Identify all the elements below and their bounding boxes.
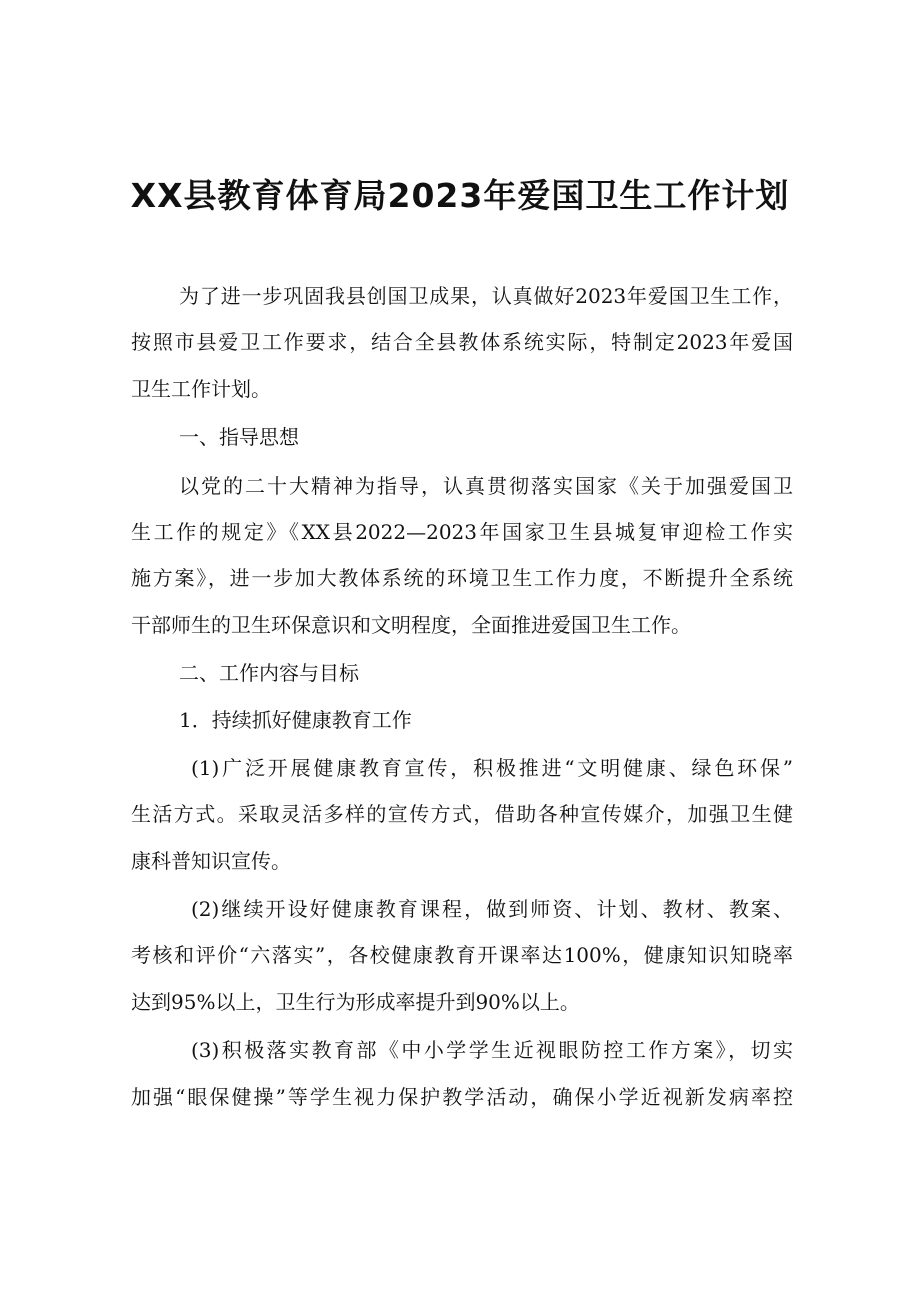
paragraph-line: 康科普知识宣传。	[131, 848, 291, 873]
document-body	[131, 273, 793, 1120]
paragraph-line: 卫生工作计划。	[131, 376, 271, 401]
section-heading: 一、指导思想	[179, 425, 299, 450]
paragraph-line: 为了进一步巩固我县创国卫成果，认真做好2023年爱国卫生工作，	[179, 284, 793, 308]
paragraph-line: (1)广泛开展健康教育宣传，积极推进“文明健康、绿色环保”	[191, 755, 793, 780]
paragraph-line: 达到95%以上，卫生行为形成率提升到90%以上。	[131, 989, 580, 1014]
paragraph-line: 按照市县爱卫工作要求，结合全县教体系统实际，特制定2023年爱国	[131, 330, 793, 355]
paragraph-line: (2)继续开设好健康教育课程，做到师资、计划、教材、教案、	[191, 897, 793, 922]
section-heading: 二、工作内容与目标	[179, 661, 359, 686]
paragraph-line: (3)积极落实教育部《中小学学生近视眼防控工作方案》，切实	[191, 1038, 793, 1063]
paragraph-line: 生工作的规定》《XX县2022—2023年国家卫生县城复审迎检工作实	[131, 519, 793, 544]
paragraph-line: 以党的二十大精神为指导，认真贯彻落实国家《关于加强爱国卫	[179, 473, 793, 498]
paragraph-line: 生活方式。采取灵活多样的宣传方式，借助各种宣传媒介，加强卫生健	[131, 802, 793, 827]
paragraph-line: 考核和评价“六落实”，各校健康教育开课率达100%，健康知识知晓率	[131, 943, 793, 968]
subsection-heading: 1．持续抓好健康教育工作	[179, 707, 412, 732]
document-title: XX县教育体育局2023年爱国卫生工作计划	[130, 176, 790, 215]
paragraph-line: 加强“眼保健操”等学生视力保护教学活动，确保小学近视新发病率控	[131, 1084, 793, 1109]
paragraph-line: 施方案》，进一步加大教体系统的环境卫生工作力度，不断提升全系统	[131, 566, 793, 591]
paragraph-line: 干部师生的卫生环保意识和文明程度，全面推进爱国卫生工作。	[131, 612, 691, 637]
